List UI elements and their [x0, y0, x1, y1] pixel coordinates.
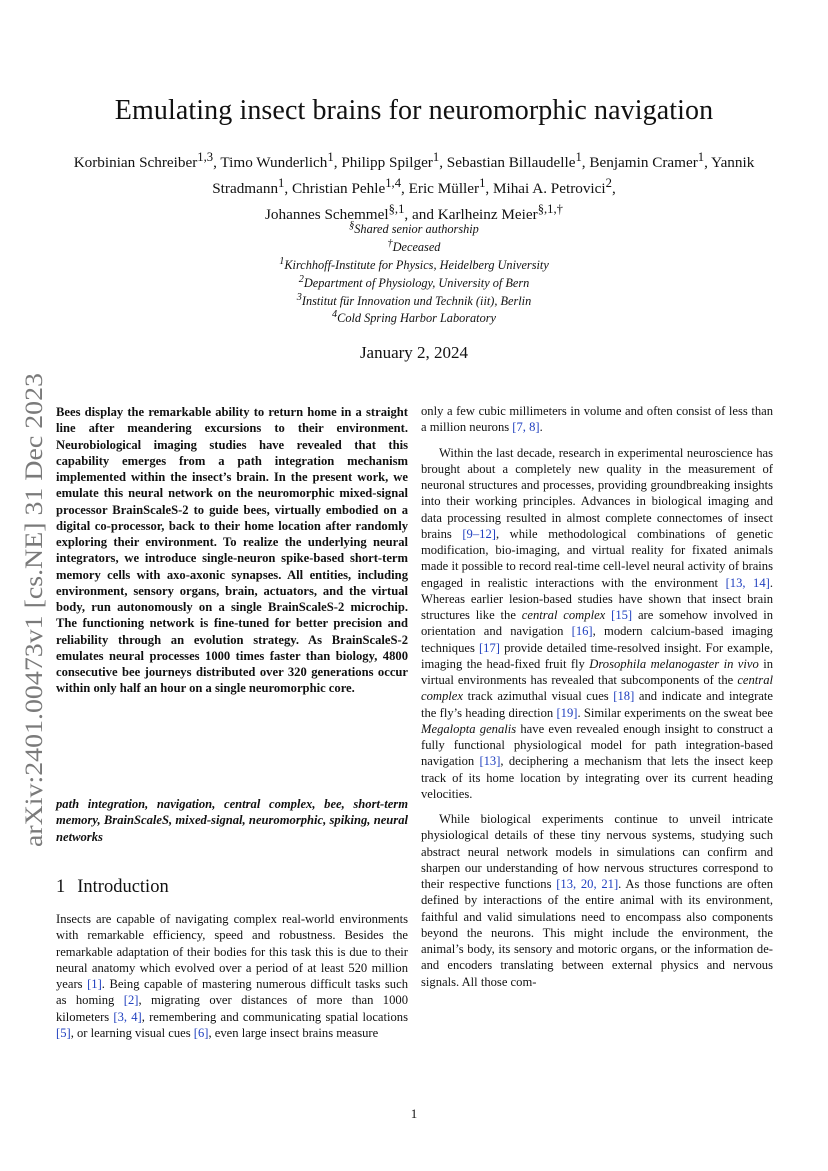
affiliation-shared: §Shared senior authorship: [349, 220, 479, 237]
abstract: Bees display the remarkable ability to return home in a straight line after meandering excursions to their environment. Neurobiological imaging studies have revealed that this capability emerges from a path integration mechanism implemented within the insect’s brain. In the present work, we emulate this neural network on the neuromorphic mixed-signal processor BrainScaleS-2 to guide bees, virtually embodied on a digital co-processor, back to their home location after randomly exploring their environment. To realize the underlying neural integrators, we introduce single-neuron spike-based short-term memory cells with axo-axonic synapses. All entities, including environment, sensory organs, brain, actuators, and the virtual body, run autonomously on a single BrainScaleS-2 microchip. The functioning network is fine-tuned for better precision and reliability through an evolution strategy. As BrainScaleS-2 emulates neural processes 1000 times faster than biology, 4800 consecutive bee journeys distributed over 320 generations occur within only half an hour on a single neuromorphic core.: [56, 405, 408, 696]
section-number: 1: [56, 877, 66, 897]
section-heading: [56, 877, 169, 898]
keywords: path integration, navigation, central complex, bee, short-term memory, BrainScaleS, mixed-signal, neuromorphic, spiking, neural networks: [56, 797, 408, 844]
affiliations: [0, 219, 828, 326]
paragraph: While biological experiments continue to unveil intricate physiological details of these tiny nervous systems, studying such abstract neural network models in simulations can confirm and sharpen our understanding of how nervous structures correspond to their respective functions [13, 20, 21]. As those functions are often defined by interactions of the entire animal with its environment, faithful and valid simulations need to encompass also components beyond the neurons. This might include the environment, the animal’s body, its sensory and motoric organs, or the information de- and encoders translating between external physics and nervous signals. All those com-: [421, 812, 773, 989]
section-title: Introduction: [77, 877, 169, 897]
author-list: Korbinian Schreiber$^{1,3}$, Timo Wunderlich$^1$, Philipp Spilger$^1$, Sebastian Billaudelle$^1$, Benjamin Cramer$^1$, Yannik Stradmann$^1$, Christian Pehle$^{1,4}$, Eric Müller$^1$, Mihai A. Petrovici$^2$, Johannes Schemmel$^{\S,1}$, and Karlheinz Meier$^{\S,1,\dagger}$: [73, 150, 755, 224]
affiliation-4: $^4$Cold Spring Harbor Laboratory: [332, 309, 496, 326]
publication-date: January 2, 2024: [359, 343, 469, 362]
paper-title: Emulating insect brains for neuromorphic navigation: [114, 95, 714, 126]
arxiv-identifier: [4, 371, 52, 849]
arxiv-text: arXiv:2401.00473v1 [cs.NE] 31 Dec 2023: [19, 413, 48, 847]
right-column: [421, 403, 773, 990]
paragraph: Within the last decade, research in experimental neuroscience has brought about a completely new quality in the measurement of neuronal structures and processes, providing groundbreaking insights into their working principles. Advances in biological imaging and data processing resulted in almost complete connectomes of insect brains [9–12], while methodological combinations of genetic modification, bio-imaging, and virtual reality for fixated animals made it possible to record real-time cell-level neural activity of brains engaged in realistic interactions with the environment [13, 14]. Whereas earlier lesion-based studies have shown that insect brain structures like the central complex [15] are somehow involved in orientation and navigation [16], modern calcium-based imaging techniques [17] provide detailed time-resolved insight. For example, imaging the head-fixed fruit fly Drosophila melanogaster in vivo in virtual environments has revealed that subcomponents of the central complex track azimuthal visual cues [18] and indicate and integrate the fly’s heading direction [19]. Similar experiments on the sweat bee Megalopta genalis have even revealed enough insight to construct a fully functional physiological model for path integration-based navigation [13], deciphering a mechanism that lets the insect keep track of its home location by integrating over its current heading velocities.: [421, 445, 774, 801]
paragraph: only a few cubic millimeters in volume and often consist of less than a million neurons [7, 8].: [421, 404, 773, 435]
affiliation-1: $^1$Kirchhoff-Institute for Physics, Heidelberg University: [279, 255, 549, 272]
affiliation-3: $^3$Institut für Innovation und Technik (iit), Berlin: [296, 291, 532, 308]
affiliation-2: $^2$Department of Physiology, University of Bern: [298, 273, 530, 290]
affiliation-deceased: †Deceased: [387, 237, 441, 254]
page-number: 1: [410, 1106, 418, 1121]
intro-paragraph: Insects are capable of navigating complex real-world environments with remarkable efficiency, speed and robustness. Besides the remarkable adaptation of their bodies for this task this is due to their neural anatomy which evolved over a period of at least 520 million years [1]. Being capable of mastering numerous difficult tasks such as homing [2], migrating over distances of more than 1000 kilometers [3, 4], remembering and communicating spatial locations [5], or learning visual cues [6], even large insect brains measure: [56, 912, 409, 1040]
